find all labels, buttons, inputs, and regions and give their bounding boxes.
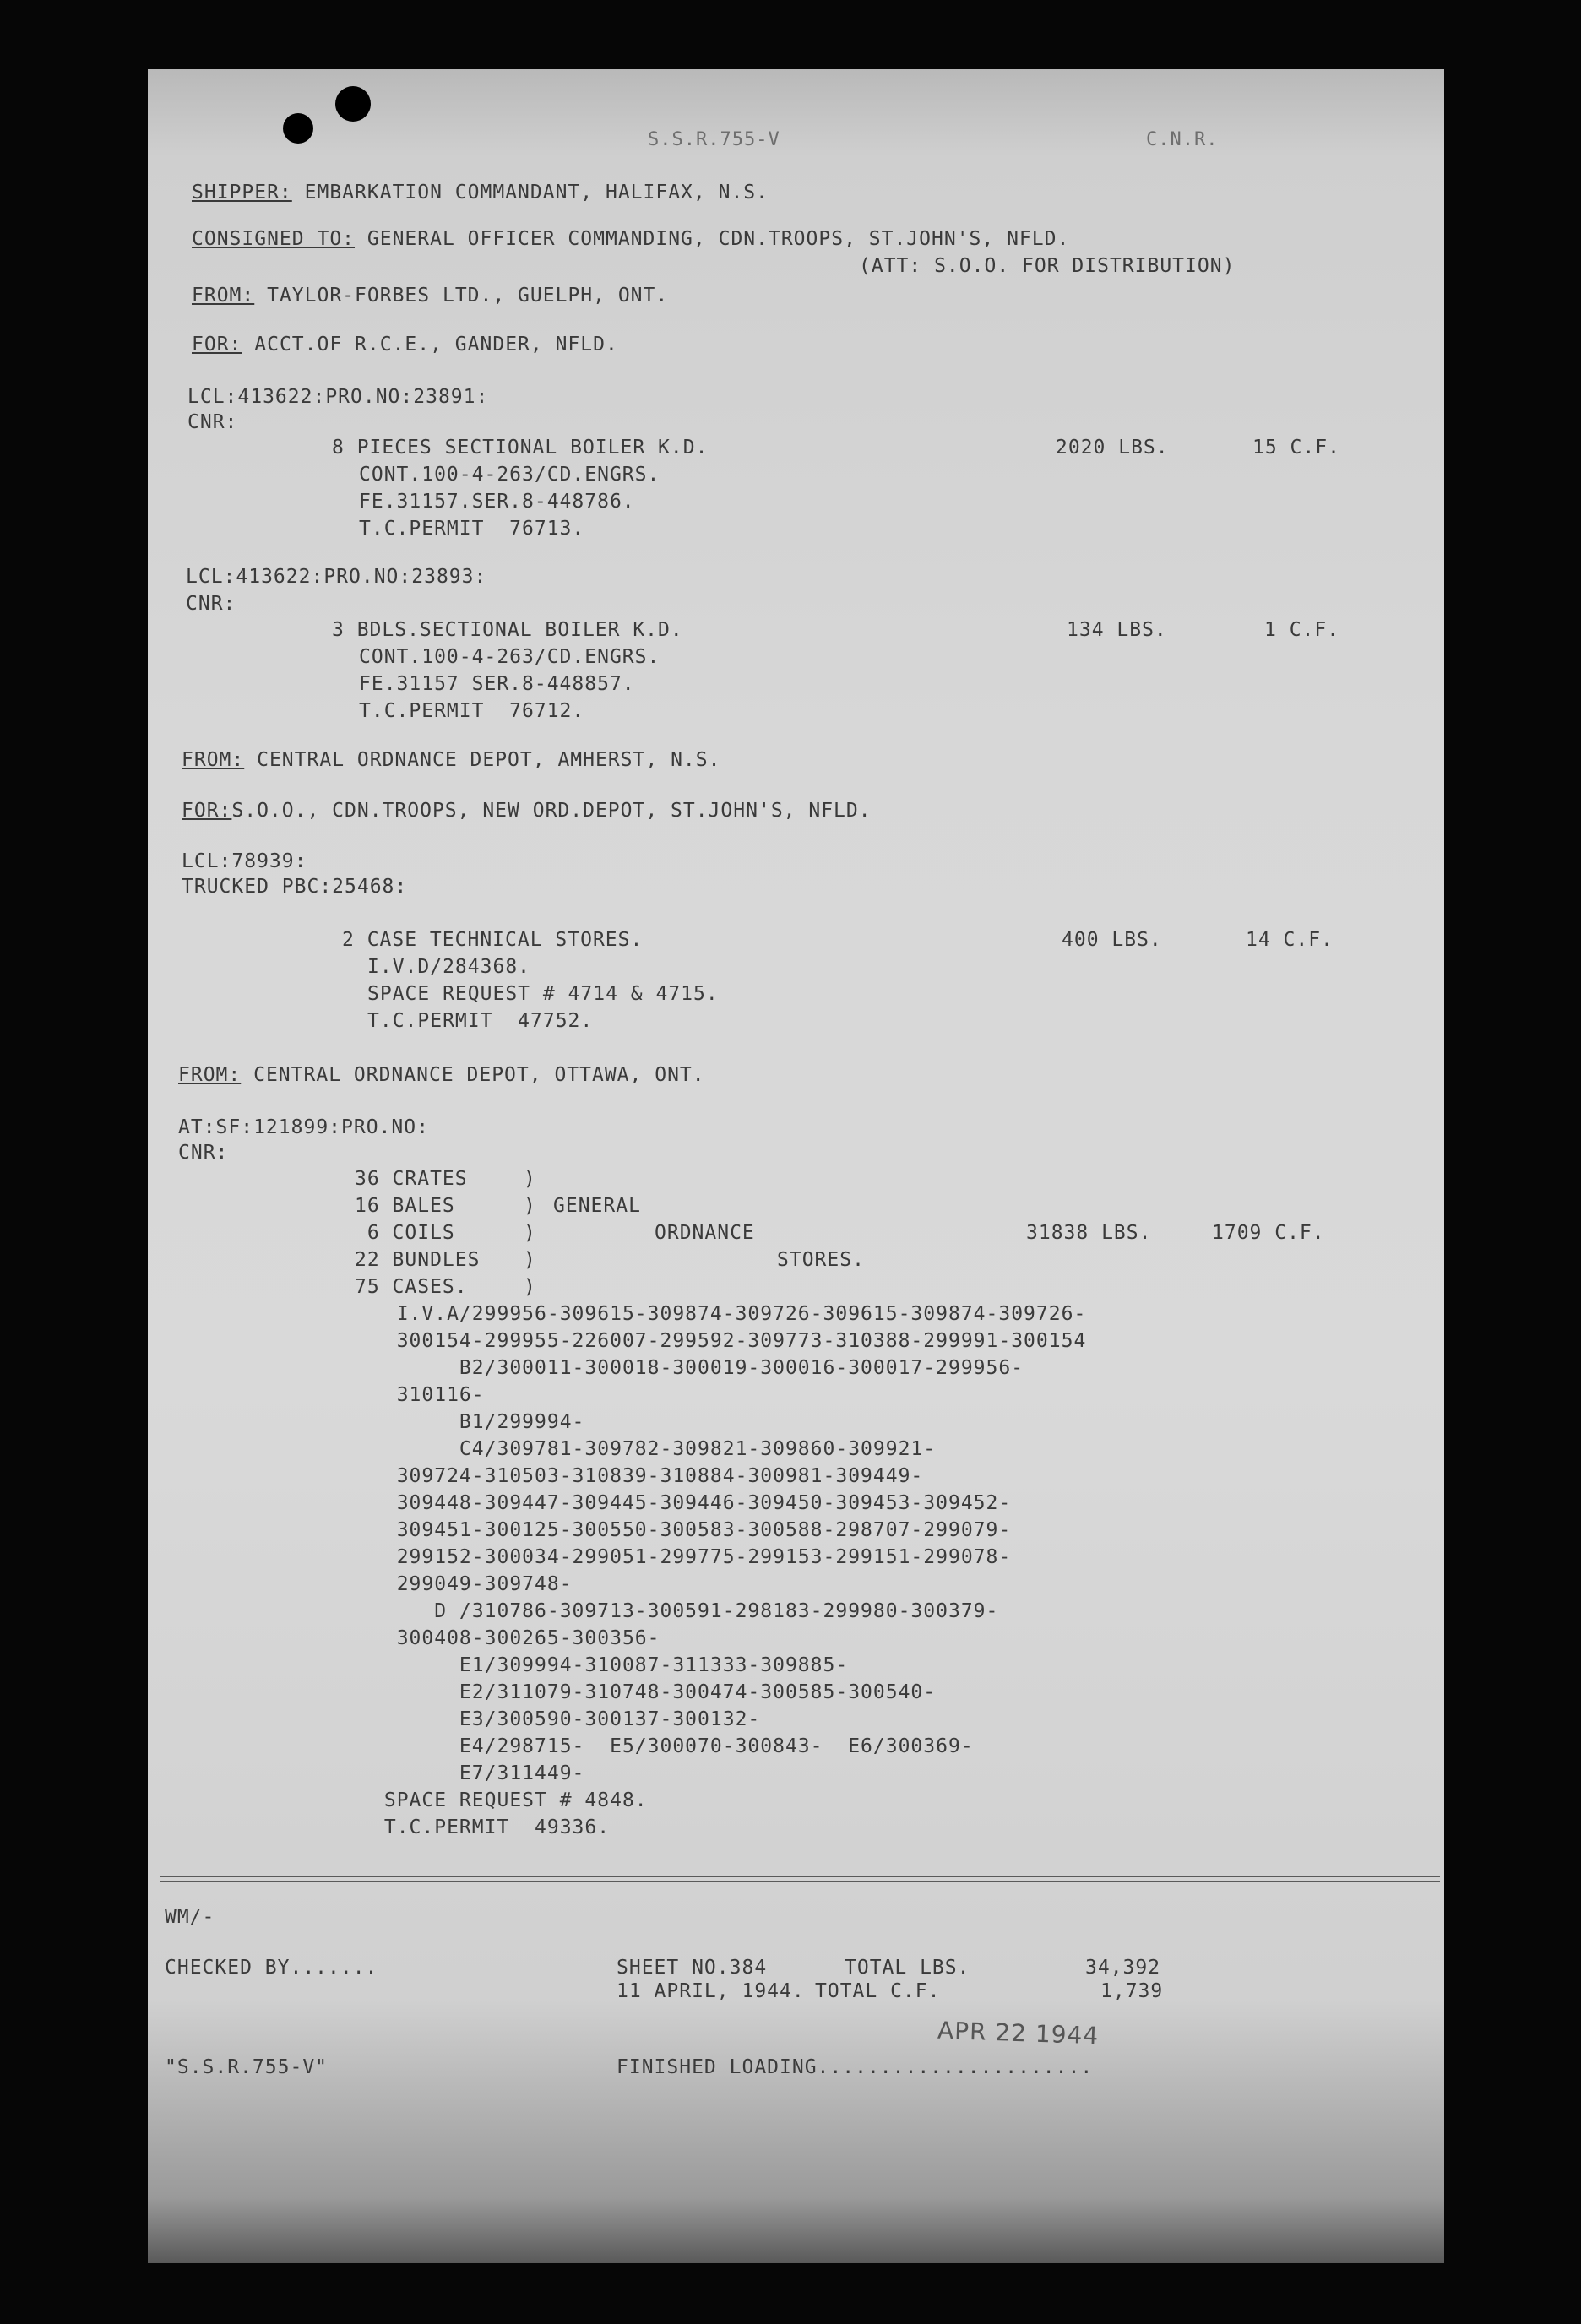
voucher-line: B2/300011-300018-300019-300016-300017-299956- [372, 1357, 1024, 1379]
lot4-qty: 22 BUNDLES [355, 1249, 481, 1271]
lot3-trucked: TRUCKED PBC:25468: [182, 876, 408, 898]
total-cf-label: TOTAL C.F. [815, 1980, 941, 2002]
from-label: FROM: [178, 1064, 242, 1086]
header-right-code: C.N.R. [1146, 129, 1219, 150]
lot4-quantities [355, 1165, 480, 1300]
from-amherst-line [182, 747, 720, 774]
from-label: FROM: [192, 285, 255, 307]
voucher-line: E1/309994-310087-311333-309885- [372, 1654, 849, 1676]
lot1-weight: 2020 LBS. [1056, 437, 1169, 459]
voucher-line: B1/299994- [372, 1411, 585, 1433]
voucher-line: 299049-309748- [372, 1573, 573, 1595]
lot1-description [332, 434, 708, 542]
lot4-desc-general: GENERAL [553, 1195, 641, 1217]
brace-mark: ) [524, 1222, 536, 1244]
voucher-line: SPACE REQUEST # 4848. [372, 1789, 648, 1811]
total-lbs-label: TOTAL LBS. [845, 1957, 970, 1979]
brace-mark: ) [524, 1276, 536, 1298]
lot4-braces [524, 1165, 536, 1300]
brace-mark: ) [524, 1249, 536, 1271]
voucher-line: 309451-300125-300550-300583-300588-298707-299079- [372, 1519, 1012, 1541]
lot3-line: 2 CASE TECHNICAL STORES. [342, 929, 644, 951]
voucher-line: T.C.PERMIT 49336. [372, 1816, 611, 1838]
total-cf-value: 1,739 [1100, 1980, 1164, 2002]
consigned-line [192, 225, 1069, 252]
shipper-value: EMBARKATION COMMANDANT, HALIFAX, N.S. [304, 182, 769, 204]
lot1-ref: LCL:413622:PRO.NO:23891: [187, 386, 489, 408]
lot3-line: SPACE REQUEST # 4714 & 4715. [367, 983, 719, 1005]
voucher-line: 309448-309447-309445-309446-309450-309453-309452- [372, 1492, 1012, 1514]
punch-hole-right [335, 86, 371, 122]
voucher-line: 300154-299955-226007-299592-309773-310388-299991-300154 [372, 1330, 1087, 1352]
lot1-line: FE.31157.SER.8-448786. [359, 491, 635, 513]
shipper-label: SHIPPER: [192, 182, 292, 204]
consigned-attention: (ATT: S.O.O. FOR DISTRIBUTION) [859, 255, 1236, 277]
voucher-line: E7/311449- [372, 1762, 585, 1784]
for-soo-line [182, 797, 872, 824]
lot3-line: I.V.D/284368. [367, 956, 531, 978]
lot3-description [342, 926, 719, 1034]
lot4-carrier: CNR: [178, 1142, 229, 1164]
checked-by-line: CHECKED BY....... [165, 1957, 378, 1979]
form-code: "S.S.R.755-V" [165, 2056, 329, 2078]
document-sheet [148, 69, 1444, 2263]
lot4-desc-ordnance: ORDNANCE [655, 1222, 755, 1244]
lot4-weight: 31838 LBS. [1026, 1222, 1152, 1244]
voucher-line: 299152-300034-299051-299775-299153-299151-299078- [372, 1546, 1012, 1568]
sheet-number: SHEET NO.384 [617, 1957, 768, 1979]
divider-line [160, 1881, 1440, 1882]
from-value: CENTRAL ORDNANCE DEPOT, OTTAWA, ONT. [253, 1064, 705, 1086]
lot4-qty: 6 COILS [355, 1222, 455, 1244]
date-received-stamp: APR 22 1944 [937, 2016, 1100, 2050]
brace-mark: ) [524, 1168, 536, 1190]
voucher-line: E2/311079-310748-300474-300585-300540- [372, 1681, 937, 1703]
for-value: S.O.O., CDN.TROOPS, NEW ORD.DEPOT, ST.JOHN'S, NFLD. [231, 800, 872, 822]
lot2-description [332, 616, 683, 725]
lot2-line: T.C.PERMIT 76712. [359, 700, 585, 722]
voucher-line: E3/300590-300137-300132- [372, 1708, 761, 1730]
for-value: ACCT.OF R.C.E., GANDER, NFLD. [254, 334, 618, 356]
for-label: FOR: [192, 334, 242, 356]
lot4-desc-stores: STORES. [777, 1249, 865, 1271]
lot2-line: CONT.100-4-263/CD.ENGRS. [359, 646, 660, 668]
for-label: FOR: [182, 800, 232, 822]
lot4-qty: 75 CASES. [355, 1276, 468, 1298]
voucher-line: 309724-310503-310839-310884-300981-309449- [372, 1465, 924, 1487]
lot1-cube: 15 C.F. [1252, 437, 1340, 459]
voucher-line: E4/298715- E5/300070-300843- E6/300369- [372, 1735, 974, 1757]
lot2-cube: 1 C.F. [1264, 619, 1340, 641]
finished-loading-line: FINISHED LOADING...................... [617, 2056, 1094, 2078]
punch-hole-left [283, 113, 313, 144]
voucher-line: 300408-300265-300356- [372, 1627, 660, 1649]
lot1-line: T.C.PERMIT 76713. [359, 518, 585, 540]
lot2-ref: LCL:413622:PRO.NO:23893: [186, 566, 487, 588]
sheet-date: 11 APRIL, 1944. [617, 1980, 805, 2002]
lot2-carrier: CNR: [186, 593, 236, 615]
voucher-line: C4/309781-309782-309821-309860-309921- [372, 1438, 937, 1460]
lot2-line: FE.31157 SER.8-448857. [359, 673, 635, 695]
lot1-line: CONT.100-4-263/CD.ENGRS. [359, 464, 660, 486]
from-label: FROM: [182, 749, 245, 771]
lot2-line: 3 BDLS.SECTIONAL BOILER K.D. [332, 619, 683, 641]
voucher-line: I.V.A/299956-309615-309874-309726-309615-309874-309726- [372, 1303, 1087, 1325]
lot3-line: T.C.PERMIT 47752. [367, 1010, 594, 1032]
footer-initials: WM/- [165, 1906, 215, 1928]
lot4-qty: 16 BALES [355, 1195, 455, 1217]
shipper-line [192, 179, 769, 206]
lot3-ref: LCL:78939: [182, 850, 307, 872]
from-value: TAYLOR-FORBES LTD., GUELPH, ONT. [267, 285, 669, 307]
from-value: CENTRAL ORDNANCE DEPOT, AMHERST, N.S. [257, 749, 721, 771]
header-left-code: S.S.R.755-V [648, 129, 780, 150]
lot4-ref: AT:SF:121899:PRO.NO: [178, 1116, 429, 1138]
divider-line [160, 1876, 1440, 1877]
voucher-line: D /310786-309713-300591-298183-299980-300379- [372, 1600, 999, 1622]
lot4-qty: 36 CRATES [355, 1168, 468, 1190]
lot1-carrier: CNR: [187, 411, 238, 433]
lot4-cube: 1709 C.F. [1212, 1222, 1325, 1244]
voucher-line: 310116- [372, 1384, 485, 1406]
lot1-line: 8 PIECES SECTIONAL BOILER K.D. [332, 437, 709, 459]
lot2-weight: 134 LBS. [1067, 619, 1167, 641]
lot4-voucher-list [372, 1300, 1086, 1841]
brace-mark: ) [524, 1195, 536, 1217]
lot3-weight: 400 LBS. [1062, 929, 1162, 951]
for-acct-line [192, 331, 618, 358]
consigned-value: GENERAL OFFICER COMMANDING, CDN.TROOPS, ST.JOHN'S, NFLD. [367, 228, 1070, 250]
from-ottawa-line [178, 1062, 705, 1089]
from-taylor-line [192, 282, 668, 309]
total-lbs-value: 34,392 [1085, 1957, 1161, 1979]
lot3-cube: 14 C.F. [1246, 929, 1334, 951]
consigned-label: CONSIGNED TO: [192, 228, 356, 250]
